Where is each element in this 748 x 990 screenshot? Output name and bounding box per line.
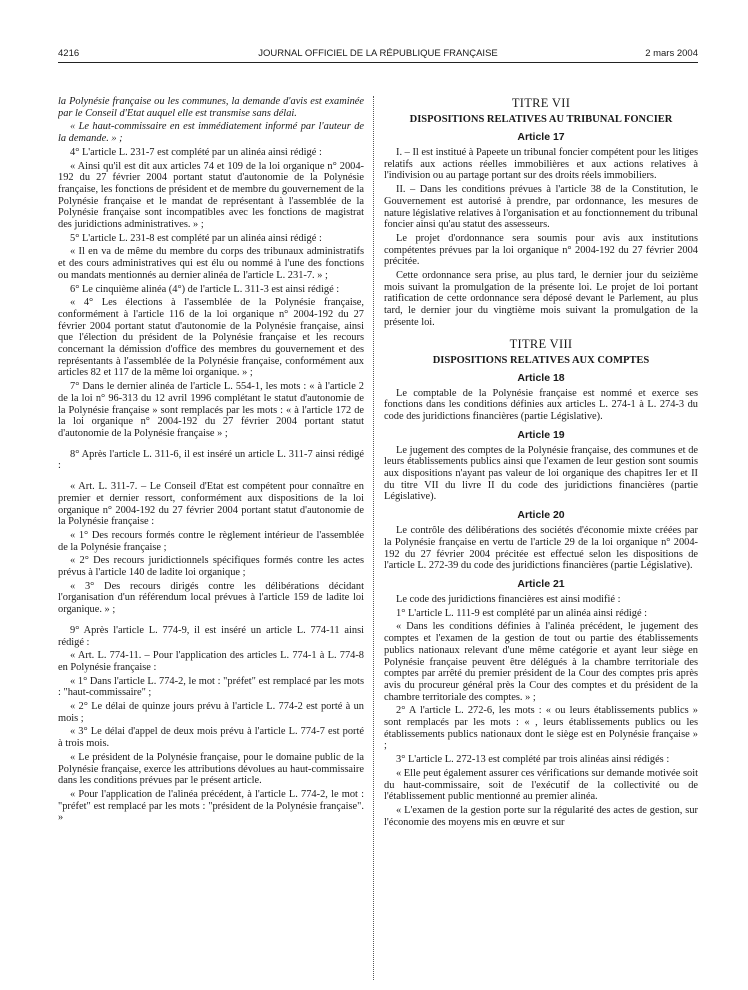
left-paragraph: « Ainsi qu'il est dit aux articles 74 et 109 de la loi organique n° 2004-192 du 27 février 2004 portant statut d'autonomie de la Polynésie française, les fonctions de président et de membre du gouvernement de la Polynésie française et le mandat de représentant à l'assemblée de la Polynésie française sont incompatibles avec les fonctions de magistrat des juridictions administratives. » ; — [58, 160, 364, 231]
journal-title: JOURNAL OFFICIEL DE LA RÉPUBLIQUE FRANÇAISE — [258, 48, 498, 59]
left-paragraph: « Art. L. 311-7. – Le Conseil d'Etat est compétent pour connaître en premier et dernier ressort, conformément aux dispositions de la loi organique n° 2004-192 du 27 février 2004 portant statut d'autonomie de la Polynésie française : — [58, 481, 364, 528]
article-21-para: 1° L'article L. 111-9 est complété par un alinéa ainsi rédigé : — [396, 607, 648, 619]
article-17-para: I. – Il est institué à Papeete un tribunal foncier compétent pour les litiges relatifs aux actions réelles immobilières et aux actions relatives à l'indivision ou au partage portant sur des droits réels immobiliers. — [384, 147, 698, 182]
left-paragraph: « 3° Le délai d'appel de deux mois prévu à l'article L. 774-7 est porté à trois mois. — [58, 726, 364, 750]
article-21-para: « Dans les conditions définies à l'alinéa précédent, le jugement des comptes et l'examen de la gestion de tout ou partie des établissements publics nationaux relevant d'une même catégorie et ayant leur siège en Polynésie française peuvent être délégués à la chambre territoriale des comptes par arrêté du premier président de la Cour des comptes pris après avis du procureur général près la Cour des comptes et du président de la chambre territoriale des comptes. » ; — [384, 621, 698, 703]
titre-vii-heading: DISPOSITIONS RELATIVES AU TRIBUNAL FONCIER — [409, 114, 673, 125]
left-paragraph: « 2° Le délai de quinze jours prévu à l'article L. 774-2 est porté à un mois ; — [58, 701, 364, 724]
article-21-para: 3° L'article L. 272-13 est complété par trois alinéas ainsi rédigés : — [396, 754, 670, 766]
left-paragraph: 9° Après l'article L. 774-9, il est inséré un article L. 774-11 ainsi rédigé : — [58, 624, 364, 648]
article-17-para: II. – Dans les conditions prévues à l'article 38 de la Constitution, le Gouvernement est autorisé à prendre, par ordonnance, les mesures de nature législative relatives à l'organisation et au fonctionnement du tribunal foncier ainsi qu'au statut des assesseurs. — [384, 184, 698, 231]
article-21-para: « L'examen de la gestion porte sur la régularité des actes de gestion, sur l'économie des moyens mis en œuvre et sur — [384, 804, 698, 828]
article-21-para: Le code des juridictions financières est ainsi modifié : — [396, 593, 621, 605]
article-21-para: 2° A l'article L. 272-6, les mots : « ou leurs établissements publics » sont remplacés par les mots : « , leurs établissements publics ou les établissements publics nationaux dont le siège est en Polynésie française » ; — [384, 705, 698, 752]
article-19-title: Article 19 — [517, 428, 565, 441]
right-column — [384, 96, 698, 986]
left-paragraph: 4° L'article L. 231-7 est complété par un alinéa ainsi rédigé : — [70, 146, 322, 158]
article-20-para: Le contrôle des délibérations des sociétés d'économie mixte créées par la Polynésie française en vertu de l'article 29 de la loi organique n° 2004-192 du 27 février 2004 précitée est effectué selon les dispositions de l'article L. 272-39 du code des juridictions financières (partie Législative). — [384, 525, 698, 572]
left-column — [58, 96, 364, 986]
left-paragraph: « 2° Des recours juridictionnels spécifiques formés contre les actes prévus à l'article 140 de ladite loi organique ; — [58, 555, 364, 579]
page-header — [58, 46, 698, 63]
article-17-title: Article 17 — [517, 131, 565, 143]
article-17-para: Cette ordonnance sera prise, au plus tard, le dernier jour du seizième mois suivant la promulgation de la présente loi. Le projet de loi portant ratification de cette ordonnance sera déposé devant le Parlement, au plus tard, le dernier jour du vingtième mois suivant la promulgation de la présente loi. — [384, 270, 698, 328]
article-18-title: Article 18 — [517, 371, 565, 384]
left-paragraph: « Le président de la Polynésie française, pour le domaine public de la Polynésie française, exerce les attributions dévolues au haut-commissaire dans les conditions prévues par le présent article. — [58, 751, 364, 787]
issue-date: 2 mars 2004 — [645, 48, 698, 59]
left-paragraph: « Il en va de même du membre du corps des tribunaux administratifs et des cours administratives qui est élu ou nommé à l'une des fonctions ou mandats mentionnés au dernier alinéa de l'article L. 231-7. » ; — [58, 246, 364, 281]
article-18-para: Le comptable de la Polynésie française est nommé et exerce ses fonctions dans les conditions définies aux articles L. 274-1 à L. 274-3 du code des juridictions financières (partie Législative). — [384, 387, 698, 422]
left-paragraph: « Le haut-commissaire en est immédiatement informé par l'auteur de la demande. » ; — [58, 121, 364, 145]
page-number: 4216 — [58, 48, 80, 59]
left-paragraph: 6° Le cinquième alinéa (4°) de l'article L. 311-3 est ainsi rédigé : — [70, 283, 340, 295]
left-paragraph: « Pour l'application de l'alinéa précédent, à l'article L. 774-2, le mot : "préfet" est remplacé par les mots : "président de la Polynésie française". » — [58, 788, 364, 824]
titre-viii-heading: DISPOSITIONS RELATIVES AUX COMPTES — [432, 354, 650, 366]
titre-viii: TITRE VIII — [509, 336, 573, 351]
left-paragraph: « 1° Des recours formés contre le règlement intérieur de l'assemblée de la Polynésie française ; — [58, 529, 364, 553]
left-paragraph: « Art. L. 774-11. – Pour l'application des articles L. 774-1 à L. 774-8 en Polynésie française : — [58, 650, 364, 673]
left-paragraph: « 3° Des recours dirigés contre les délibérations décidant l'organisation d'un référendum local prévues à l'article 159 de ladite loi organique. » ; — [58, 580, 364, 616]
left-paragraph: 7° Dans le dernier alinéa de l'article L. 554-1, les mots : « à l'article 2 de la loi n° 96-313 du 12 avril 1996 complétant le statut d'autonomie de la Polynésie française » sont remplacés par les mots : « à l'article 172 de la loi organique n° 2004-192 du 27 février 2004 portant statut d'autonomie de la Polynésie française » ; — [58, 381, 364, 439]
article-17-para: Le projet d'ordonnance sera soumis pour avis aux institutions compétentes prévues par la loi organique n° 2004-192 du 27 février 2004 précitée. — [384, 232, 698, 268]
column-divider — [373, 96, 374, 980]
left-paragraph: 8° Après l'article L. 311-6, il est inséré un article L. 311-7 ainsi rédigé : — [58, 448, 364, 472]
article-19-para: Le jugement des comptes de la Polynésie française, des communes et de leurs établissements publics ainsi que l'examen de leur gestion sont soumis aux dispositions n'ayant pas valeur de loi organique des chapitres Ier et II du titre VII du livre II du code des juridictions financières (partie Législative). — [384, 444, 698, 503]
article-21-title: Article 21 — [517, 577, 565, 590]
titre-vii: TITRE VII — [511, 96, 571, 110]
left-paragraph: la Polynésie française ou les communes, la demande d'avis est examinée par le Conseil d'Etat auquel elle est transmise sans délai. — [58, 96, 364, 119]
article-20-title: Article 20 — [517, 509, 565, 522]
left-paragraph: 5° L'article L. 231-8 est complété par un alinéa ainsi rédigé : — [70, 232, 322, 244]
left-paragraph: « 1° Dans l'article L. 774-2, le mot : "préfet" est remplacé par les mots : "haut-commissaire" ; — [58, 675, 364, 699]
left-paragraph: « 4° Les élections à l'assemblée de la Polynésie française, conformément à l'article 116 de la loi organique n° 2004-192 du 27 février 2004 portant statut d'autonomie de la Polynésie française, ainsi que l'élection du président de la Polynésie française et les recours concernant la démission d'office des membres du gouvernement et des représentants à l'assemblée de la Polynésie française, conformément aux articles 82 et 117 de la même loi organique. » ; — [58, 297, 364, 379]
article-21-para: « Elle peut également assurer ces vérifications sur demande motivée soit du haut-commissaire, soit de l'exécutif de la collectivité ou de l'établissement public mentionné au premier alinéa. — [384, 767, 698, 803]
